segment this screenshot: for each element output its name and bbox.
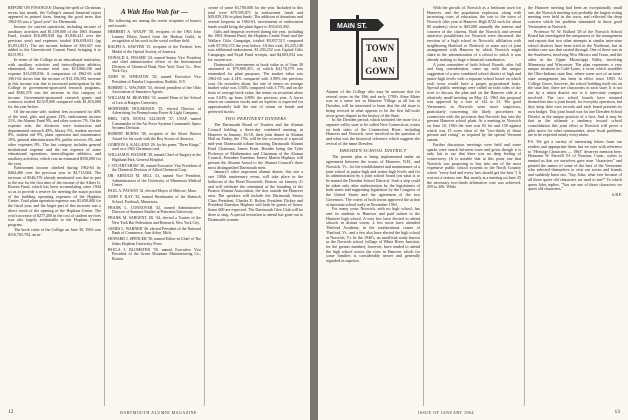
award-entry: DR. ARNOLD M. SELL '41, named Vice President, Administration of the University of Minnesota Medical Center.	[108, 174, 201, 187]
column-rule	[423, 8, 424, 406]
paragraph: A joint committee of both School Boards, after full and long consideration, came up with the unique suggestion of a new combined school district of high and junior-high levels with a separate school board on which each town would have a proper proportional basis. Special public meetings were called on both sides of the river to discuss the plan and on the Hanover side at a relatively small meeting on May 22, 1963 this proposal was approved by a vote of 142 to 13. The good Vermonters in Norwich were more suspicious, particularly concerning the likely procedures in connection with the provision that Norwich buy into the present Hanover school plant. At a meeting in Norwich on June 10, 1963 the vote was 83 for and 139 against which was 15 votes short of the "two-thirds of those present and voting" as required by the special Vermont statute.	[427, 61, 521, 143]
paragraph: Income for current operations, including income of auxiliary activities and $1,109,000 of the 1963 Alumni Fund, totaled $16,089,038 (up $1,846,241 over the previous year) and expenses totaled $16,658,631 (up $1,851,821). The net income balance of $30,447 was added to the Unrestricted Current Fund, bringing it to $215,991.	[8, 23, 101, 58]
paragraph: Alumni of the College who may be unaware that for several years in the 19th and early 1780's Alma Mater was in a sense not in Hanover Village at all but in Dresden, will be interested to learn that the old issue is being revived in what appears to be the first full-scale town-gown dispute in the history of the State.	[326, 90, 420, 118]
award-entry: FRANK L. CONNOVER '43, named Administrative Director of Summer Studies at Princeton University.	[108, 205, 201, 214]
award-entry: JOHN W. WHEATON '28, named Executive Vice President of Emulse Corporation, Buffalo, N.Y.	[108, 75, 201, 84]
author-initials: A.B.F.	[611, 192, 622, 198]
paragraph: Of the income side, student fees accounted for 40% of the total, gifts and grants 23%, endowment income 21%, the Alumni Fund 9%, and other sources 7%. On the expense side, the divisions were instruction and departmental research 48%, library 5%, student services 8%, student aid 9%, plant operation and maintenance 10%, general administration 8%, public services 4%, and other expenses 8%. The last category includes general institutional expense and the net expense of some educational operations, intercollegiate athletics, and auxiliary activities, which cost an estimated $550,000 for the year.	[8, 108, 101, 166]
left-page	[0, 0, 310, 420]
paragraph: P.S. We get a variety of interesting letters from our readers and appropriate them, but we note with reference to "Heritage Characters — 1963" deserves mention here. Hermann W. Farwell '01 of Noroton, Conn., writes to remind us that we ourselves gave nine "characters" and printed the names of some of the best of the Vermonter who selected themselves to visit our towns and friends and suddenly burst out, "Say, John, what ever became of all those queer old characters we used to see?" To which query John replies, "You are one of those characters we queer old characters."	[528, 139, 622, 192]
award-entry: DONALD A. FRASER '24, named Senior Vice President and chief administrative officer of the International Division of Chemical Bank New York Trust Co., New York City.	[108, 55, 201, 73]
column-rule	[204, 8, 205, 406]
paragraph: Dartmouth's investments at book value as of June 30 amounted to $79,869,451, of which $4,176,579 was earmarked for plant purposes. The market value was 1962-63 was 4.14% compared with 3.98% the previous year. On securities alone, the rate of return on average market value was 3.92% compared with 3.77% and on the basis of average book value, the return on securities alone was 5.04% up from 4.89% the previous year. A lower return on common stocks and on equities is expected for approximately half the rate of return on bonds and preferred stocks.	[208, 61, 303, 114]
award-entry: FRANK M. SARGENT, JR. '44, elected a Trustee of the New York Bar Federation and Research, New York City.	[108, 216, 201, 225]
main-street-label: MAIN ST.	[337, 23, 367, 30]
dinners-text	[208, 123, 303, 222]
paragraph: The book value of the College on June 30, 1963 was $116,783,794, an in-	[8, 226, 101, 237]
award-entry: PAUL A. PAYSON '41, elected Mayor of Melrose, Mass.	[108, 189, 197, 193]
column-rule	[524, 8, 525, 406]
right-column-norwich	[427, 6, 521, 406]
running-footer-right: ISSUE OF JANUARY 1964	[418, 410, 475, 415]
paragraph: For many years Norwich, with no high school, has sent its students to Hanover and paid tuition to the Hanover high school. A very few have elected to attend schools in distant towns, a few more have attended Thetford Academy, in the southernmost corner of Thetford, Vt., and a few also have elected the high school at Norwich, Vt. In the 1940's, an unofficial study known as the Norwich school (village of White River Junction, for the greater number), however, have tended to attend the high school across the river in Hanover which for some families is considerably nearer and generally regarded as superior.	[326, 206, 420, 264]
paragraph: Further discussion meetings were held and some sparks were struck between town and gown though it is only fair to say that there was no deep feeling of controversy. (It is notable that at this point one that Norwich was proposing to buy into one of the most expensive public school systems in the North Country where "every had and every lass should get the best.") It was not a serious one. But mostly at a meeting on June 25 the necessary two-thirds affirmative vote was achieved, 459 to 206. While	[427, 141, 521, 190]
left-column-awards	[108, 6, 201, 406]
award-entry: JAMES L. WARNER '46, elected President of the National Bank of Commerce, Ann Arbor, Mich.	[108, 226, 201, 235]
ps-text	[528, 140, 622, 192]
town-and-gown-signpost-illustration	[328, 9, 400, 85]
paragraph: The Dartmouth Board of Trustees and the Alumni Council holding a three-day combined meeting in Hanover in January, 16-18, their joint dinner in Alumni Hall on Friday, the 17th, will be the occasion of a special mid-year Dartmouth tribute honoring Dartmouth Alumni Fund Chairman, James Ernst. Besides being the Tyler Professor of Mathematics and Chairman of the Alumni Council, President Emeritus Ernest Martin Hopkins will present the Alumni Award to the Alumni Council's three most distinguished Dartmouth men.	[208, 122, 303, 170]
award-entry: MORTIMER HOUSEMAN '25, elected Director of Advertising for Pennsylvania Power & Light Company.	[108, 106, 201, 115]
dresden-intro-text	[326, 90, 420, 264]
awards-heading: A Wah Hoo Wah for —	[121, 8, 188, 16]
column-rule	[104, 8, 105, 406]
award-entry: ROBERT L. WAGNER '33, elected president of the Ohio Association of Insurance Agents.	[108, 85, 201, 94]
award-entry: ROBERT BURNS '38, recipient of the Silver Beaver Award for his work with the Boy Scouts of America.	[108, 132, 201, 141]
right-column-dresden	[326, 90, 420, 408]
left-column-dinners	[208, 6, 303, 406]
paragraph: With the growth of Norwich as a bedroom town for Hanover, and the population explosion, along with increasing costs of education, the cost to the town of Norwich (this year at Hanover High $722 each for about 80 students) close to $65,000 annually the interest and concern of the citizens. Both the Norwich and several attractive possibilities for Norwich were discussed: the erection of a high school in Norwich; affiliation with neighboring Hartford or Thetford; or some sort of joint arrangement with Hanover by which Norwich might share in the administration of a school to which it was already making so large a financial contribution.	[427, 6, 521, 62]
award-entry: HERBERT A. WOLFF '38, recipient of the 1963 John Lemmy Elliott Award from the Hudson Guild, in recognition of his work in the social welfare field.	[108, 30, 201, 43]
paragraph: January's other important alumni dinner, this one a rare 100th anniversary event, will take place in the ballroom of the Hotel Roosevelt, Boston, on January 21 and will celebrate the centennial of the founding of the Boston Alumni Association, the first outside the Hanover area. The speakers will include the Dartmouth Senior Class President, Charles E. Rulon, President Dickey and President Emeritus Hopkins will both be guests of honor. Some 600 are expected. The Dartmouth Glee Club will be there to sing. A special invitation to attend has gone out to Dartmouth women.	[208, 169, 303, 222]
award-entry: JOHN F. KAY '43, named Headmaster of the Shattuck School, Faribault, Minnesota.	[108, 195, 201, 204]
award-entry: PAULA J. BLOMSTER '58, named Executive Vice President of the Green Mountain Manufacturing Co., Boston.	[108, 247, 201, 261]
left-column-finances	[8, 6, 101, 406]
paragraph: the Hanover meeting had been an exceptionally small one, the Norwich meeting was probably the largest voting meeting ever held in the town, and reflected the deep concern which the problem stimulated in those good Vermonters in Norwich.	[528, 6, 622, 29]
paragraph: In terms of the College as an educational institution, with auxiliary activities and intercollegiate athletics eliminated, the income total was $13,066,136 and expense $13,038,836. A comparison of 1962-63 with 1961-62 shows that the income of $13,156,582 increase in this income was due to increased participation by the College in government-sponsored research programs, and $546,376 was the increase in this category of income. Government-sponsored research grants and contracts totaled $2,519,000 compared with $1,810,000 for the year before.	[8, 56, 101, 110]
dinners-subhead: TWO PERTINENT DINNERS	[224, 115, 287, 121]
board-line-gown: GOWN	[365, 66, 395, 76]
awards-list	[108, 30, 201, 261]
award-entry: J. STUART SHAW '40, named Executive Vice President of the Chemical Division of Allied Chemical Corp.	[108, 163, 201, 172]
award-entry: WILLIAM B. HAUSER '38, named Chief of Surgery at the Highland Park, General Hospital.	[108, 153, 201, 162]
right-page	[318, 0, 628, 420]
paragraph: The present plan is being implemented under an agreement between the towns of Hanover, N.H., and Norwich, Vt., for the establishment and maintenance of a joint school at junior-high and senior-high levels and for its administration by a joint school board (on what is to be named the Dresden School District). Such a step could be taken only after authorization by the legislatures of both states and supporting legislation by the Congress of the United States and the agreement of the two Governors. The voters of both towns approved the action at interstate school early in November 1963.	[326, 154, 420, 207]
district-text	[528, 6, 622, 138]
paragraph: Endowment income climbed during 1962-63 by $464,466 over the previous year to $2,715,664. The increase of $546,376 already mentioned was due in part to the use for the first time of the income of the Albert G. Bowen Fund, which has been accumulating since 1944 so as to provide a reserve for meeting the major portion of the building operating expenses of the Hopkins Center. Total plant operation expense was $1,650,000 for the fiscal year, and the larger part of this increase was a direct result of the opening of the Hopkins Center. The year's increase of $277,200 in the cost of student services was also largely attributable to the Hopkins Center program.	[8, 165, 101, 228]
award-entry: RALPH A. SAWYER '15, recipient of the Frederic Ives Medal of the Optical Society of America.	[108, 45, 201, 54]
board-line-town: TOWN	[365, 43, 395, 53]
running-footer-left: DARTMOUTH ALUMNI MAGAZINE	[120, 410, 197, 415]
dresden-subhead: DRESDEN SCHOOL DISTRICT	[339, 147, 407, 153]
right-column-district	[528, 6, 622, 406]
page-number-right: 13	[614, 409, 620, 415]
awards-intro: The following are among the recent recipients of honors and awards:	[108, 19, 201, 28]
paragraph: In the Dresden period, which included the more for a separate valley state to be called New Connecticut, towns on both sides of the Connecticut River, including Hanover and Norwich, were involved in the question of and what was the historical reference which suggests the revival of the name Dresden.	[326, 117, 420, 146]
award-entry: GORDON A. KALLAND '29, for his poem "Three Kings," used as a 1963 Christmas card.	[108, 142, 201, 151]
paragraph: crease of some $3,700,000 for the year. Included in this total were $79,595,871 in endowment funds and $29,059,136 in plant funds. The addition of donations and several bequests in 1962-63, investments of endowment funds would bring the plant figure to $33,633,392.	[208, 6, 303, 29]
paragraph: REPORT ON FINANCES: During the spell of Christmas recess last month, the College's annual financial report appeared in printed form, bearing the good news that 1962-63 was a "good year" for Dartmouth.	[8, 6, 101, 25]
board-line-and: AND	[372, 56, 388, 64]
finances-continued	[208, 6, 303, 115]
paragraph: Professor W. W. Ballard '28 of the Norwich School Board has investigated the uniqueness of the arrangement and reports that two other attempts at similar inter-state school districts have been tried in the Northeast, but in neither case was that carried through. One of these was in the Southwest, involving New Mexico and Texas, and the other in the Upper Mississippi Valley, involving Minnesota and Wisconsin. The plan represents a very unique situation in Calif-Lyme, a town which straddles the Ohio-Indiana state line, where some sort of an inter-state arrangement has been in effect since 1893. At College Grove, however, the school building itself sits on the state line, there are classrooms in each state. It is not run by a union district nor is it inter-state compact involved. The two school boards have retained themselves into a joint board, for everyday operation, but they keep their own records and each board presents its own budget. This joint board was for one Dresden School District in the unique position of a first. And it may be that in the ultimate a tendency toward school consolidation this joint effort at Norwich will prove a pilot move for other communities, since fiscal problems are to be expected nearly everywhere.	[528, 28, 622, 138]
page-number-left: 12	[8, 409, 14, 415]
paragraph: Gifts and bequests received during the year, including the 1963 Alumni Fund, the Hopkins Center Fund and the Wallace Gifts Campaign, totaled $9,837,513 compared with $7,592,372 the year before. Of this total, $3,235,148 was additional endowment, $1,250,252 was Capital Gifts Campaign, and Fayal Fund receipts, and $4,603,032 was for current use.	[208, 28, 303, 62]
award-entry: BRIG. GEN. ROYAL ALLISON '37, USAF, named Commander of the Air Force Systems Command's Space Systems Division.	[108, 117, 201, 130]
award-entry: HOWARD J. SPENCER '56, named Editor-in-Chief of The Johns Hopkins University Press.	[108, 237, 201, 246]
award-entry: WILLIAM M. BEAVERS '35, named Dean of the School of Law at Rutgers University.	[108, 96, 201, 105]
